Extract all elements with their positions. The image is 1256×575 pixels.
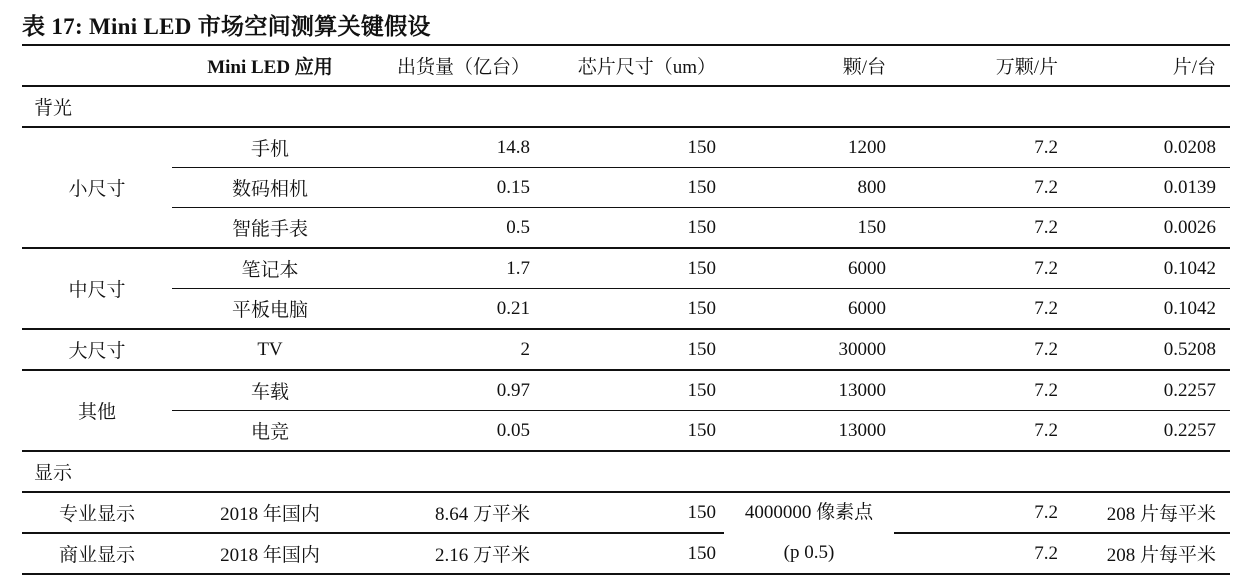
- pixel-count-line1: 4000000 像素点: [744, 502, 874, 523]
- shipment-cell: 2: [368, 329, 538, 370]
- group-label-medium: 中尺寸: [22, 248, 172, 329]
- section-row-display: [22, 451, 1230, 492]
- shipment-cell: 14.8: [368, 127, 538, 168]
- pixel-count-line2: (p 0.5): [783, 542, 835, 563]
- wafers-per-unit-cell: 208 片每平米: [1066, 533, 1230, 574]
- table-row: [22, 492, 1230, 533]
- app-cell: 笔记本: [172, 248, 368, 289]
- table-row: [22, 411, 1230, 452]
- shipment-cell: 0.5: [368, 208, 538, 249]
- table-row: [22, 289, 1230, 330]
- shipment-cell: 1.7: [368, 248, 538, 289]
- chips-per-wafer-cell: 7.2: [894, 370, 1066, 411]
- section-row-backlight: [22, 86, 1230, 127]
- chips-per-unit-cell: 150: [724, 208, 894, 249]
- chips-per-wafer-cell: 7.2: [894, 127, 1066, 168]
- chips-per-unit-cell: 6000: [724, 289, 894, 330]
- app-cell: 数码相机: [172, 168, 368, 208]
- shipment-cell: 0.15: [368, 168, 538, 208]
- header-chips-per-unit: 颗/台: [724, 45, 894, 86]
- display-category-cell: 专业显示: [22, 492, 172, 533]
- header-empty: [22, 45, 172, 86]
- wafers-per-unit-cell: 0.1042: [1066, 248, 1230, 289]
- chip-size-cell: 150: [538, 289, 724, 330]
- chips-per-wafer-cell: 7.2: [894, 248, 1066, 289]
- chips-per-unit-cell: 1200: [724, 127, 894, 168]
- wafers-per-unit-cell: 0.0026: [1066, 208, 1230, 249]
- table-row: [22, 533, 1230, 574]
- header-application: Mini LED 应用: [172, 45, 368, 86]
- app-cell: 手机: [172, 127, 368, 168]
- wafers-per-unit-cell: 0.2257: [1066, 370, 1230, 411]
- shipment-cell: 8.64 万平米: [368, 492, 538, 533]
- app-cell: 智能手表: [172, 208, 368, 249]
- app-cell: 电竞: [172, 411, 368, 452]
- table-row: [22, 168, 1230, 208]
- shipment-cell: 2.16 万平米: [368, 533, 538, 574]
- assumptions-table: [22, 44, 1230, 575]
- header-wafers-per-unit: 片/台: [1066, 45, 1230, 86]
- chips-per-wafer-cell: 7.2: [894, 208, 1066, 249]
- chips-per-unit-cell: 13000: [724, 411, 894, 452]
- section-label-display: 显示: [22, 451, 1230, 492]
- chip-size-cell: 150: [538, 370, 724, 411]
- group-label-large: 大尺寸: [22, 329, 172, 370]
- chips-per-wafer-cell: 7.2: [894, 329, 1066, 370]
- chip-size-cell: 150: [538, 411, 724, 452]
- wafers-per-unit-cell: 0.0208: [1066, 127, 1230, 168]
- shipment-cell: 0.21: [368, 289, 538, 330]
- header-chip-size: 芯片尺寸（um）: [538, 45, 724, 86]
- table-header-row: [22, 45, 1230, 86]
- chips-per-wafer-cell: 7.2: [894, 411, 1066, 452]
- chip-size-cell: 150: [538, 329, 724, 370]
- wafers-per-unit-cell: 208 片每平米: [1066, 492, 1230, 533]
- shipment-cell: 0.97: [368, 370, 538, 411]
- table-row: [22, 370, 1230, 411]
- chip-size-cell: 150: [538, 168, 724, 208]
- wafers-per-unit-cell: 0.0139: [1066, 168, 1230, 208]
- chips-per-unit-cell: 13000: [724, 370, 894, 411]
- chips-per-unit-cell: 6000: [724, 248, 894, 289]
- header-chips-per-wafer: 万颗/片: [894, 45, 1066, 86]
- chip-size-cell: 150: [538, 533, 724, 574]
- table-row: [22, 208, 1230, 249]
- wafers-per-unit-cell: 0.1042: [1066, 289, 1230, 330]
- table-row: [22, 329, 1230, 370]
- chip-size-cell: 150: [538, 208, 724, 249]
- chips-per-wafer-cell: 7.2: [894, 492, 1066, 533]
- app-cell: 2018 年国内: [172, 492, 368, 533]
- chip-size-cell: 150: [538, 127, 724, 168]
- header-shipment: 出货量（亿台）: [368, 45, 538, 86]
- group-label-other: 其他: [22, 370, 172, 451]
- chip-size-cell: 150: [538, 492, 724, 533]
- app-cell: TV: [172, 329, 368, 370]
- group-label-small: 小尺寸: [22, 127, 172, 248]
- pixel-count-cell: [724, 492, 894, 574]
- table-row: [22, 248, 1230, 289]
- app-cell: 2018 年国内: [172, 533, 368, 574]
- section-label-backlight: 背光: [22, 86, 1230, 127]
- wafers-per-unit-cell: 0.5208: [1066, 329, 1230, 370]
- chips-per-wafer-cell: 7.2: [894, 533, 1066, 574]
- wafers-per-unit-cell: 0.2257: [1066, 411, 1230, 452]
- chips-per-unit-cell: 800: [724, 168, 894, 208]
- chips-per-wafer-cell: 7.2: [894, 289, 1066, 330]
- app-cell: 车载: [172, 370, 368, 411]
- display-category-cell: 商业显示: [22, 533, 172, 574]
- chips-per-unit-cell: 30000: [724, 329, 894, 370]
- table-title: 表 17: Mini LED 市场空间测算关键假设: [22, 14, 431, 39]
- shipment-cell: 0.05: [368, 411, 538, 452]
- chip-size-cell: 150: [538, 248, 724, 289]
- app-cell: 平板电脑: [172, 289, 368, 330]
- table-row: [22, 127, 1230, 168]
- chips-per-wafer-cell: 7.2: [894, 168, 1066, 208]
